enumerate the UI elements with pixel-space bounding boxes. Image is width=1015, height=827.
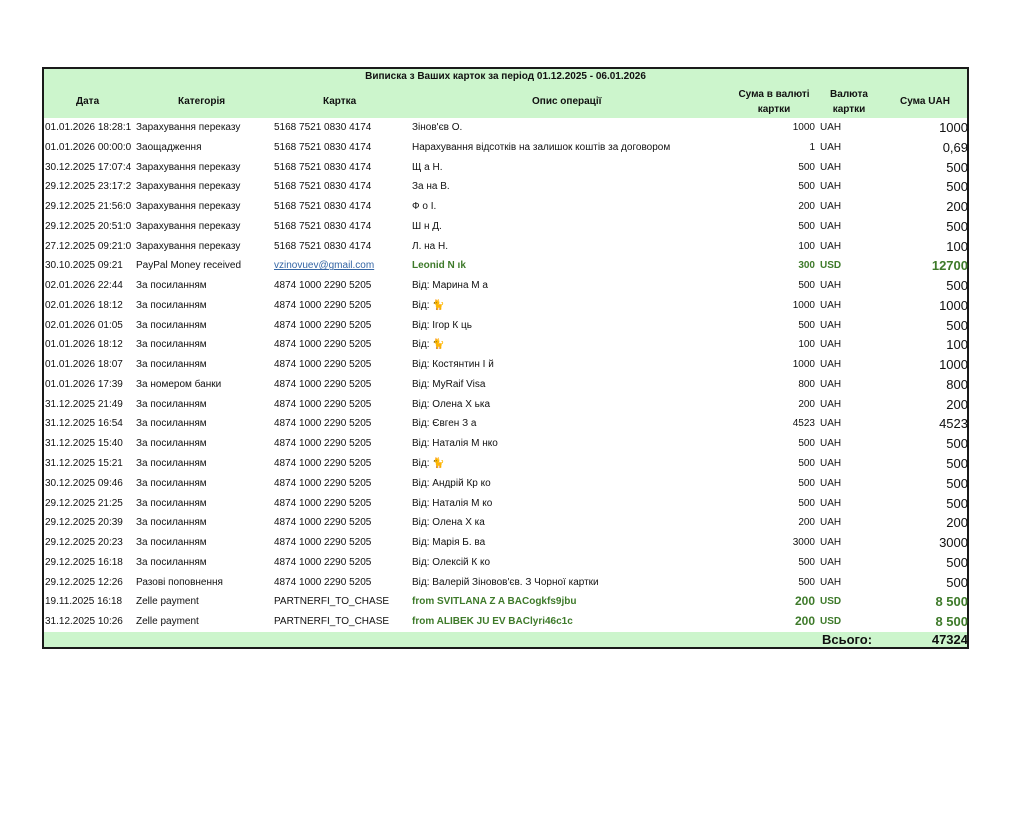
table-row: [44, 118, 967, 138]
table-row: [44, 375, 967, 395]
cell-uah: 12700: [931, 258, 968, 274]
cell-date: 31.12.2025 15:21: [45, 458, 123, 470]
table-row: [44, 395, 967, 415]
cell-currency: UAH: [820, 319, 842, 331]
cell-amount: 500: [798, 220, 815, 232]
cell-description: Від: Наталія М ко: [412, 497, 493, 509]
table-row: [44, 177, 967, 197]
cell-category: За посиланням: [136, 339, 207, 351]
cell-card: PARTNERFI_TO_CHASE: [274, 596, 390, 608]
cell-amount: 200: [798, 517, 815, 529]
cell-description: Щ а Н.: [412, 161, 443, 173]
cell-category: Разові поповнення: [136, 576, 223, 588]
table-row: [44, 355, 967, 375]
table-row: [44, 513, 967, 533]
cell-currency: USD: [820, 596, 842, 608]
cell-description: Нарахування відсотків на залишок коштів за договором: [412, 141, 671, 153]
cell-uah: 8 500: [935, 594, 968, 610]
cell-amount: 4523: [792, 418, 815, 430]
cell-amount: 3000: [792, 537, 815, 549]
table-row: [44, 474, 967, 494]
cell-category: Zelle payment: [136, 616, 199, 628]
cell-category: Зарахування переказу: [136, 220, 241, 232]
header-currency-line2: картки: [832, 104, 866, 115]
cell-date: 02.01.2026 22:44: [45, 280, 123, 292]
cell-uah: 200: [946, 396, 968, 412]
cell-date: 01.01.2026 00:00:0: [45, 141, 132, 153]
cell-currency: UAH: [820, 201, 842, 213]
header-date: Дата: [76, 96, 100, 107]
cell-date: 29.12.2025 21:25: [45, 497, 123, 509]
cell-description: Від: Олена Х ка: [412, 517, 485, 529]
cell-description: Л. на Н.: [412, 240, 448, 252]
cell-description: from ALIBEK JU EV BAClyri46c1c: [412, 616, 573, 628]
cell-category: Зарахування переказу: [136, 122, 241, 133]
cell-currency: UAH: [820, 280, 842, 292]
cell-date: 31.12.2025 16:54: [45, 418, 123, 430]
cell-description: Від: Валерій Зіновов'єв. З Чорної картки: [412, 576, 599, 588]
table-row: [44, 494, 967, 514]
cell-date: 29.12.2025 20:51:0: [45, 220, 132, 232]
cell-card: 5168 7521 0830 4174: [274, 141, 372, 153]
cell-description: Від: Олексій К ко: [412, 556, 491, 568]
cell-card: 4874 1000 2290 5205: [274, 319, 372, 331]
cell-category: За посиланням: [136, 438, 207, 450]
cell-card: 4874 1000 2290 5205: [274, 537, 372, 549]
cell-uah: 100: [946, 337, 968, 353]
cell-currency: UAH: [820, 497, 842, 509]
cell-card: 5168 7521 0830 4174: [274, 122, 372, 133]
table-row: [44, 573, 967, 593]
table-row: [44, 454, 967, 474]
cell-amount: 500: [798, 458, 815, 470]
cell-description: Ш н Д.: [412, 220, 442, 232]
cell-uah: 3000: [939, 535, 968, 551]
cell-category: За посиланням: [136, 517, 207, 529]
cell-uah: 500: [946, 278, 968, 294]
cell-amount: 500: [798, 438, 815, 450]
cell-amount: 1000: [792, 299, 815, 311]
cell-amount: 800: [798, 378, 815, 390]
cell-description: Від: Марина М а: [412, 280, 488, 292]
cell-card: 4874 1000 2290 5205: [274, 477, 372, 489]
cell-currency: UAH: [820, 398, 842, 410]
cell-uah: 500: [946, 179, 968, 195]
cell-description: Від: Андрій Кр ко: [412, 477, 491, 489]
table-row: [44, 434, 967, 454]
cell-description: Від: Ігор К ць: [412, 319, 472, 331]
cell-uah: 500: [946, 218, 968, 234]
cell-card: PARTNERFI_TO_CHASE: [274, 616, 390, 628]
cell-category: За посиланням: [136, 418, 207, 430]
cell-currency: UAH: [820, 458, 842, 470]
cell-card: 5168 7521 0830 4174: [274, 181, 372, 193]
cell-date: 01.01.2026 17:39: [45, 378, 123, 390]
cell-description: За на В.: [412, 181, 450, 193]
table-row: [44, 533, 967, 553]
cell-date: 31.12.2025 10:26: [45, 616, 123, 628]
cell-card: 5168 7521 0830 4174: [274, 220, 372, 232]
cell-category: Зарахування переказу: [136, 201, 241, 213]
cell-date: 29.12.2025 23:17:2: [45, 181, 132, 193]
table-row: [44, 553, 967, 573]
cell-currency: UAH: [820, 438, 842, 450]
cell-amount: 300: [798, 260, 815, 272]
cell-amount: 500: [798, 477, 815, 489]
table-row: [44, 158, 967, 178]
header-currency-line1: Валюта: [830, 89, 868, 100]
cell-category: За посиланням: [136, 497, 207, 509]
cell-description: Зінов'єв О.: [412, 122, 463, 133]
header-uah: Сума UAH: [900, 96, 950, 107]
cell-card: 4874 1000 2290 5205: [274, 497, 372, 509]
cell-date: 19.11.2025 16:18: [45, 596, 123, 608]
table-body: [44, 118, 967, 632]
cell-description: Ф о І.: [412, 201, 437, 213]
cell-date: 02.01.2026 18:12: [45, 299, 123, 311]
cell-card: 5168 7521 0830 4174: [274, 201, 372, 213]
header-description: Опис операції: [532, 96, 602, 107]
table-row: [44, 197, 967, 217]
cell-description: Від: Наталія М нко: [412, 438, 498, 450]
cell-date: 29.12.2025 12:26: [45, 576, 123, 588]
cell-currency: UAH: [820, 418, 842, 430]
cell-currency: UAH: [820, 181, 842, 193]
table-row: [44, 592, 967, 612]
cell-currency: UAH: [820, 339, 842, 351]
cell-card: 4874 1000 2290 5205: [274, 517, 372, 529]
cell-category: За посиланням: [136, 477, 207, 489]
table-header: [44, 84, 967, 118]
cell-category: Зарахування переказу: [136, 240, 241, 252]
cell-category: За посиланням: [136, 299, 207, 311]
cell-amount: 1000: [792, 359, 815, 371]
cell-card: 5168 7521 0830 4174: [274, 161, 372, 173]
cell-category: Зарахування переказу: [136, 181, 241, 193]
cell-amount: 200: [794, 614, 815, 629]
cell-date: 29.12.2025 16:18: [45, 556, 123, 568]
cell-description: Від: 🐈: [412, 458, 445, 470]
cell-amount: 100: [798, 339, 815, 351]
table-row: [44, 335, 967, 355]
cell-date: 01.01.2026 18:28:1: [45, 122, 132, 133]
cell-uah: 8 500: [935, 614, 968, 630]
cell-uah: 200: [946, 199, 968, 215]
cell-uah: 1000: [939, 120, 968, 135]
cell-description: Від: MyRaif Visa: [412, 378, 486, 390]
cell-date: 30.10.2025 09:21: [45, 260, 123, 272]
cell-description: Від: 🐈: [412, 299, 445, 311]
cell-uah: 500: [946, 159, 968, 175]
header-amount-line2: картки: [757, 104, 791, 115]
cell-card: 5168 7521 0830 4174: [274, 240, 372, 252]
table-row: [44, 256, 967, 276]
cell-currency: UAH: [820, 122, 842, 133]
header-category: Категорія: [178, 96, 226, 107]
cell-category: За посиланням: [136, 398, 207, 410]
cell-date: 30.12.2025 17:07:4: [45, 161, 132, 173]
cell-amount: 500: [798, 161, 815, 173]
header-amount-line1: Сума в валюті: [738, 89, 810, 100]
cell-uah: 500: [946, 574, 968, 590]
cell-card: 4874 1000 2290 5205: [274, 359, 372, 371]
header-currency: [819, 87, 879, 117]
cell-uah: 1000: [939, 357, 968, 373]
cell-currency: UAH: [820, 161, 842, 173]
cell-category: PayPal Money received: [136, 260, 241, 272]
header-amount: [724, 87, 824, 117]
cell-currency: UAH: [820, 517, 842, 529]
cell-description: Від: 🐈: [412, 339, 445, 351]
cell-uah: 500: [946, 554, 968, 570]
table-row: [44, 237, 967, 257]
cell-uah: 500: [946, 456, 968, 472]
cell-currency: USD: [820, 260, 842, 272]
table-row: [44, 612, 967, 632]
statement-title: Виписка з Ваших карток за період 01.12.2025 - 06.01.2026: [44, 69, 967, 84]
cell-currency: UAH: [820, 378, 842, 390]
cell-currency: UAH: [820, 240, 842, 252]
cell-amount: 1000: [792, 122, 815, 133]
cell-uah: 200: [946, 515, 968, 531]
cell-date: 29.12.2025 20:39: [45, 517, 123, 529]
cell-description: Від: Олена Х ька: [412, 398, 491, 410]
cell-uah: 0,69: [942, 139, 968, 155]
cell-amount: 100: [798, 240, 815, 252]
cell-currency: UAH: [820, 299, 842, 311]
cell-currency: UAH: [820, 576, 842, 588]
cell-amount: 200: [794, 594, 815, 609]
cell-date: 29.12.2025 21:56:0: [45, 201, 132, 213]
cell-date: 31.12.2025 15:40: [45, 438, 123, 450]
cell-amount: 500: [798, 319, 815, 331]
cell-category: За номером банки: [136, 378, 222, 390]
cell-card[interactable]: vzinovuev@gmail.com: [274, 260, 375, 272]
cell-amount: 500: [798, 497, 815, 509]
statement-table: [42, 67, 969, 649]
table-row: [44, 276, 967, 296]
cell-card: 4874 1000 2290 5205: [274, 438, 372, 450]
cell-uah: 500: [946, 436, 968, 452]
cell-currency: UAH: [820, 141, 842, 153]
cell-date: 01.01.2026 18:12: [45, 339, 123, 351]
cell-amount: 500: [798, 280, 815, 292]
cell-uah: 1000: [939, 297, 968, 313]
cell-description: Від: Євген З а: [412, 418, 477, 430]
cell-date: 27.12.2025 09:21:0: [45, 240, 132, 252]
table-row: [44, 414, 967, 434]
cell-uah: 100: [946, 238, 968, 254]
cell-description: from SVITLANA Z A BACogkfs9jbu: [412, 596, 577, 608]
cell-currency: UAH: [820, 477, 842, 489]
cell-card: 4874 1000 2290 5205: [274, 339, 372, 351]
cell-currency: UAH: [820, 556, 842, 568]
cell-amount: 500: [798, 556, 815, 568]
cell-amount: 200: [798, 398, 815, 410]
cell-card: 4874 1000 2290 5205: [274, 576, 372, 588]
cell-category: За посиланням: [136, 280, 207, 292]
total-row: [44, 632, 967, 647]
cell-category: За посиланням: [136, 537, 207, 549]
cell-date: 29.12.2025 20:23: [45, 537, 123, 549]
cell-date: 30.12.2025 09:46: [45, 477, 123, 489]
table-row: [44, 217, 967, 237]
cell-currency: USD: [820, 616, 842, 628]
cell-category: За посиланням: [136, 556, 207, 568]
cell-card: 4874 1000 2290 5205: [274, 299, 372, 311]
cell-card: 4874 1000 2290 5205: [274, 418, 372, 430]
cell-card: 4874 1000 2290 5205: [274, 458, 372, 470]
cell-description: Від: Костянтин І й: [412, 359, 494, 371]
cell-uah: 800: [946, 376, 968, 392]
cell-uah: 500: [946, 317, 968, 333]
total-value: 47324: [931, 631, 968, 647]
cell-uah: 500: [946, 495, 968, 511]
total-label: Всього:: [822, 631, 873, 647]
cell-description: Leonid N ık: [412, 260, 466, 272]
cell-category: За посиланням: [136, 359, 207, 371]
cell-amount: 1: [809, 141, 815, 153]
table-row: [44, 316, 967, 336]
cell-category: За посиланням: [136, 319, 207, 331]
cell-currency: UAH: [820, 359, 842, 371]
header-card: Картка: [323, 96, 357, 107]
cell-card: 4874 1000 2290 5205: [274, 556, 372, 568]
cell-amount: 500: [798, 576, 815, 588]
cell-category: За посиланням: [136, 458, 207, 470]
cell-card: 4874 1000 2290 5205: [274, 398, 372, 410]
cell-date: 02.01.2026 01:05: [45, 319, 123, 331]
cell-category: Зарахування переказу: [136, 161, 241, 173]
cell-date: 31.12.2025 21:49: [45, 398, 123, 410]
cell-date: 01.01.2026 18:07: [45, 359, 123, 371]
table-row: [44, 296, 967, 316]
cell-category: Заощадження: [136, 141, 202, 153]
cell-category: Zelle payment: [136, 596, 199, 608]
cell-currency: UAH: [820, 537, 842, 549]
cell-card: 4874 1000 2290 5205: [274, 280, 372, 292]
cell-uah: 500: [946, 475, 968, 491]
cell-amount: 500: [798, 181, 815, 193]
cell-card: 4874 1000 2290 5205: [274, 378, 372, 390]
cell-amount: 200: [798, 201, 815, 213]
cell-currency: UAH: [820, 220, 842, 232]
cell-description: Від: Марія Б. ва: [412, 537, 486, 549]
table-row: [44, 138, 967, 158]
cell-uah: 4523: [939, 416, 968, 432]
